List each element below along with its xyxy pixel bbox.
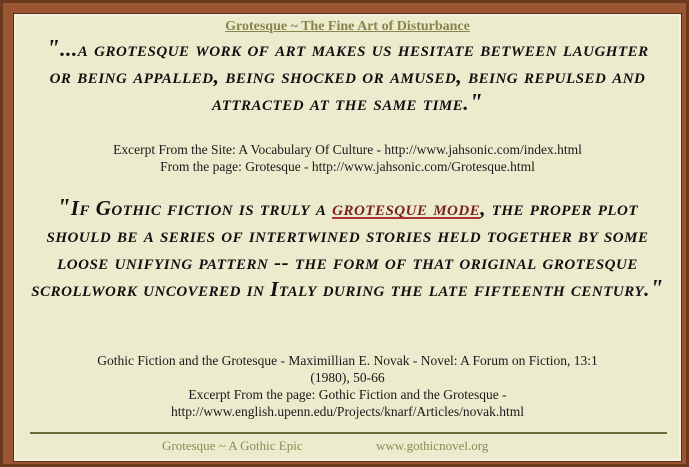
quote-grotesque-art [14, 36, 681, 117]
quote-text-after: , the proper plot should be a series of intertwined stories held together by some loose unifying pattern -- the form of that original grotesque scrollwork uncovered in Italy during the late fifteenth century. [31, 196, 650, 301]
source-line: Excerpt From the page: Gothic Fiction and the Grotesque - [188, 387, 507, 402]
quote-text-before: If Gothic fiction is truly a [70, 196, 333, 220]
open-quote-mark: " [56, 195, 71, 221]
close-quote-mark: " [469, 90, 483, 116]
quote-gothic-fiction [14, 195, 681, 303]
source-citation-1 [14, 141, 681, 175]
grotesque-mode-link[interactable]: grotesque mode [332, 196, 481, 220]
close-quote-mark: " [649, 276, 664, 302]
open-quote-mark: " [46, 36, 61, 62]
parchment-panel [13, 13, 682, 462]
page-title[interactable]: Grotesque ~ The Fine Art of Disturbance [225, 19, 470, 34]
source-line: http://www.english.upenn.edu/Projects/knarf/Articles/novak.html [170, 404, 525, 419]
footer-divider [30, 432, 667, 434]
source-line: Gothic Fiction and the Grotesque - Maximillian E. Novak - Novel: A Forum on Fiction, 13:1 [97, 353, 598, 368]
source-citation-2 [14, 352, 681, 420]
source-line: From the page: Grotesque - http://www.jahsonic.com/Grotesque.html [160, 159, 535, 174]
footer-site-url[interactable]: www.gothicnovel.org [376, 438, 489, 453]
footer-site-name[interactable]: Grotesque ~ A Gothic Epic [162, 438, 303, 453]
source-line: Excerpt From the Site: A Vocabulary Of Culture - http://www.jahsonic.com/index.html [113, 142, 582, 157]
quote-text: ...a grotesque work of art makes us hesitate between laughter or being appalled, being shocked or amused, being repulsed and attracted at the same time. [49, 37, 649, 115]
source-line: (1980), 50-66 [310, 370, 385, 385]
